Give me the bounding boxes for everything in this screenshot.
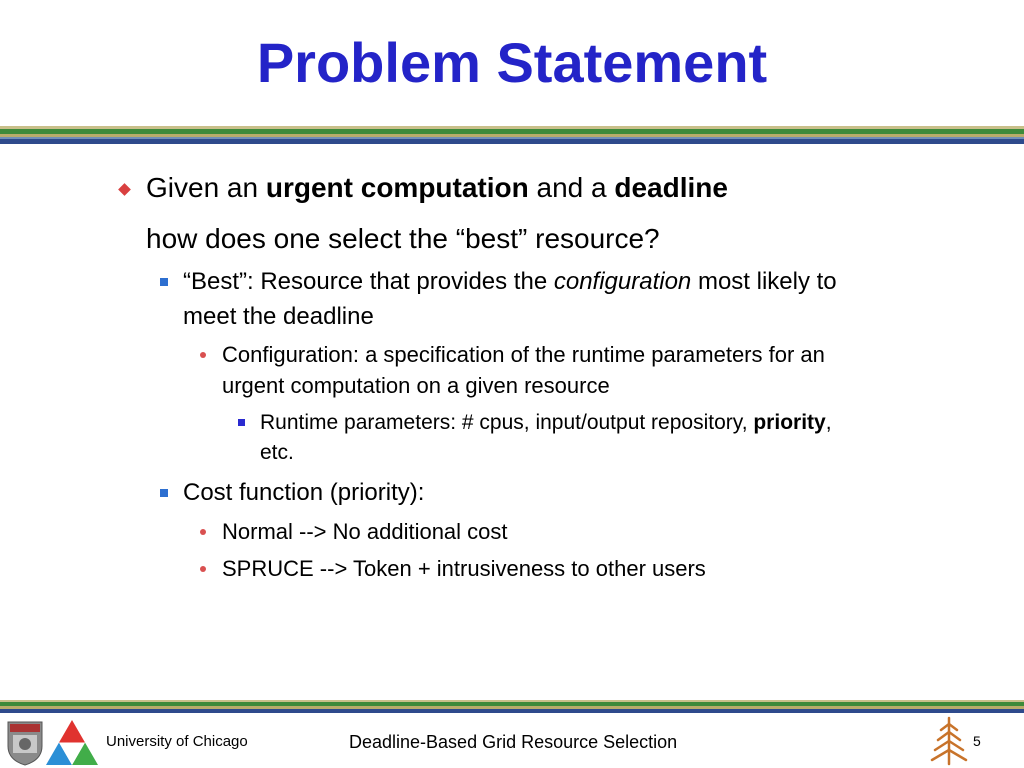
diamond-bullet-icon	[118, 183, 131, 196]
bullet-line-continuation: meet the deadline	[183, 303, 374, 330]
dot-bullet-icon	[200, 352, 206, 358]
emphasis-text: urgent computation	[265, 172, 529, 203]
slide-title: Problem Statement	[256, 31, 768, 94]
page-number: 5	[973, 733, 981, 749]
square-bullet-icon	[160, 489, 168, 497]
bullet-line-continuation: urgent computation on a given resource	[222, 373, 610, 398]
bullet-line	[260, 411, 832, 435]
bullet-line: Cost function (priority):	[183, 479, 425, 506]
bullet-text: and a	[528, 172, 615, 203]
bullet-text: “Best”: Resource that provides the	[183, 268, 554, 295]
footer-talk-title: Deadline-Based Grid Resource Selection	[349, 732, 678, 752]
bullet-line: Normal --> No additional cost	[222, 519, 508, 544]
dot-bullet-icon	[200, 529, 206, 535]
bullet-text: most likely to	[691, 268, 837, 295]
bullet-text: Given an	[146, 172, 266, 203]
emphasis-text: priority	[753, 411, 826, 434]
university-seal-icon	[6, 720, 44, 766]
footer-institution: University of Chicago	[106, 733, 248, 750]
emphasis-text: deadline	[614, 172, 728, 203]
bullet-text: ,	[825, 411, 832, 434]
bullet-line-continuation: how does one select the “best” resource?	[146, 223, 660, 254]
bullet-text: Runtime parameters: # cpus, input/output repository,	[260, 411, 754, 434]
bullet-line: Configuration: a specification of the runtime parameters for an	[222, 342, 825, 367]
bullet-line	[146, 172, 728, 204]
italic-text: configuration	[553, 268, 692, 295]
bullet-line-continuation: etc.	[260, 441, 294, 464]
bullet-line	[183, 268, 837, 296]
argonne-triangle-logo-icon	[45, 719, 99, 766]
dot-bullet-icon	[200, 566, 206, 572]
footer-divider	[0, 700, 1024, 714]
small-square-bullet-icon	[238, 419, 245, 426]
spruce-tree-logo-icon	[928, 716, 970, 766]
square-bullet-icon	[160, 278, 168, 286]
bullet-line: SPRUCE --> Token + intrusiveness to other users	[222, 556, 706, 581]
